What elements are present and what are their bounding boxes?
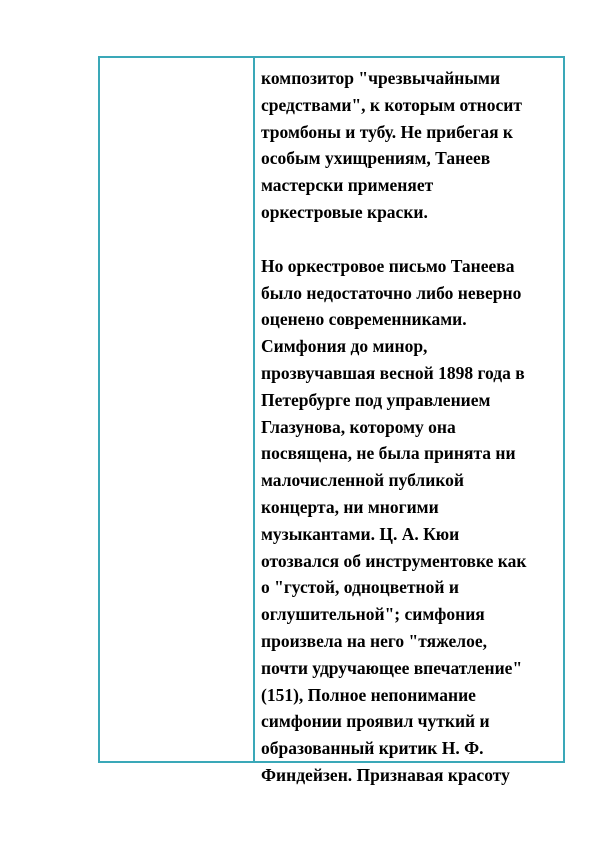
table-left-cell (100, 58, 253, 761)
text-line: оглушительной"; симфония (261, 604, 485, 625)
paragraph-spacer (261, 226, 561, 253)
text-line: особым ухищрениям, Танеев (261, 148, 491, 169)
text-line: средствами", к которым относит (261, 94, 522, 115)
text-line: Финдейзен. Признавая красоту (261, 764, 510, 785)
text-line: малочисленной публикой (261, 470, 465, 491)
text-line: композитор "чрезвычайными (261, 68, 501, 88)
text-line: Глазунова, которому она (261, 416, 456, 437)
text-line: Но оркестровое письмо Танеева (261, 255, 515, 276)
text-line: было недостаточно либо неверно (261, 282, 522, 303)
text-line: (151), Полное непонимание (261, 684, 476, 705)
paragraph-1 (261, 65, 561, 226)
text-line: почти удручающее впечатление" (261, 657, 523, 678)
text-line: посвящена, не была принята ни (261, 443, 516, 464)
text-line: оценено современниками. (261, 309, 467, 330)
text-line: о "густой, одноцветной и (261, 577, 459, 598)
paragraph-2 (261, 253, 561, 789)
text-line: Петербурге под управлением (261, 389, 491, 410)
table-right-cell (261, 65, 561, 789)
text-line: образованный критик Н. Ф. (261, 738, 484, 759)
text-line: симфонии проявил чуткий и (261, 711, 490, 732)
text-line: отозвался об инструментовке как (261, 550, 527, 571)
text-line: концерта, ни многими (261, 496, 439, 517)
text-line: оркестровые краски. (261, 201, 428, 222)
content-table (98, 56, 565, 785)
text-line: прозвучавшая весной 1898 года в (261, 362, 525, 383)
text-line: Симфония до минор, (261, 336, 428, 357)
text-line: произвела на него "тяжелое, (261, 630, 488, 651)
text-line: тромбоны и тубу. Не прибегая к (261, 121, 514, 142)
table-column-divider (253, 58, 255, 761)
text-line: музыкантами. Ц. А. Кюи (261, 523, 460, 544)
text-line: мастерски применяет (261, 175, 434, 196)
